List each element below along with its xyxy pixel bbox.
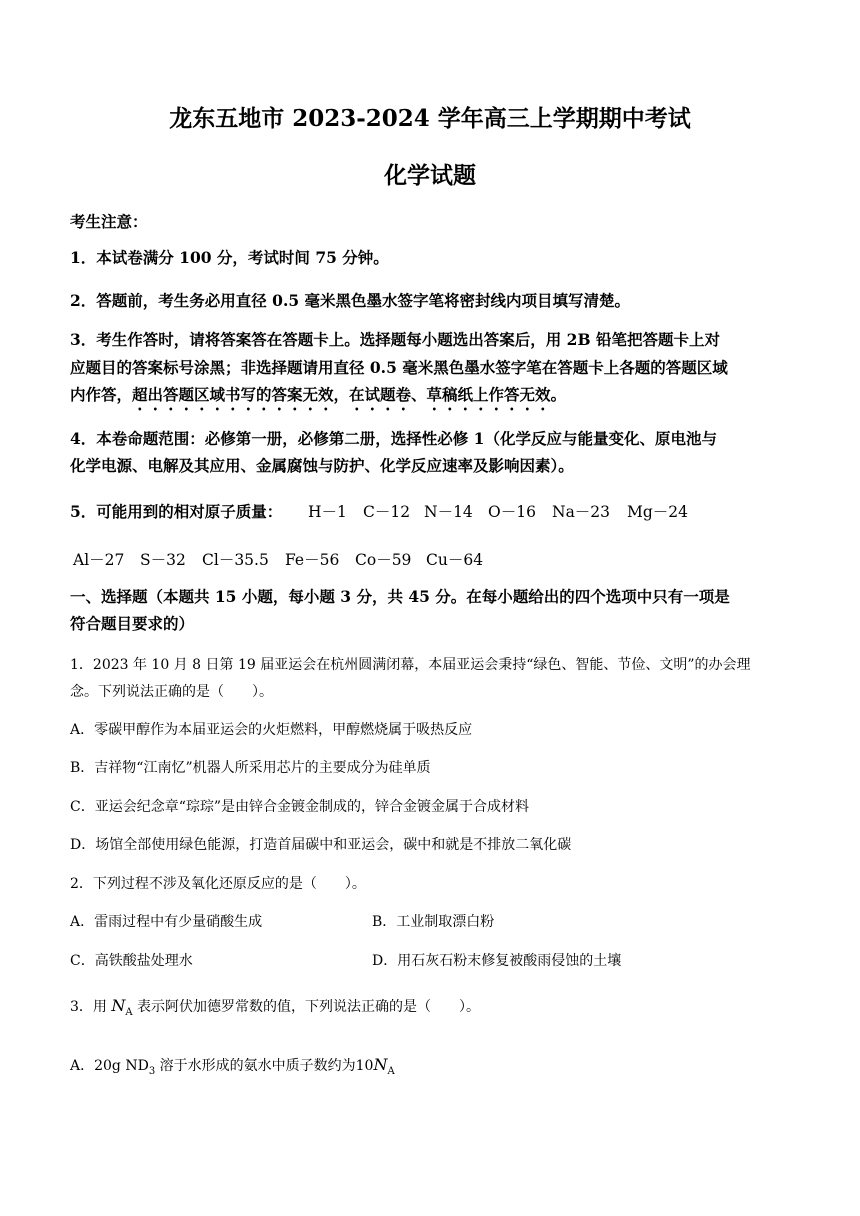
notice-item-4-line-1: 4．本卷命题范围：必修第一册，必修第二册，选择性必修 1（化学反应与能量变化、原电池与 bbox=[70, 429, 717, 448]
question-1-line-2: 念。下列说法正确的是（ ）。 bbox=[70, 684, 273, 700]
question-3-stem bbox=[70, 996, 795, 1018]
question-2-option-c: C．高铁酸盐处理水 bbox=[70, 953, 193, 969]
section-1-line-1: 一、选择题（本题共 15 小题，每小题 3 分，共 45 分。在每小题给出的四个选项中只有一项是 bbox=[70, 587, 730, 606]
question-2-option-b: B．工业制取漂白粉 bbox=[372, 914, 495, 930]
atomic-mass-h: H－1 bbox=[308, 503, 347, 521]
notice-item-3-line-3-a: 内作答， bbox=[70, 385, 133, 404]
atomic-mass-fe: Fe－56 bbox=[285, 551, 340, 569]
notice-heading: 考生注意： bbox=[70, 212, 148, 231]
emphasis-text-2: 在试题卷、草稿纸上作答无效 bbox=[349, 385, 551, 404]
avogadro-symbol-a: N bbox=[373, 1055, 388, 1074]
section-1-line-2: 符合题目要求的） bbox=[70, 614, 195, 633]
question-2-stem: 2．下列过程不涉及氧化还原反应的是（ ）。 bbox=[70, 876, 366, 892]
atomic-mass-al: Al－27 bbox=[73, 551, 125, 569]
notice-item-4-line-2: 化学电源、电解及其应用、金属腐蚀与防护、化学反应速率及影响因素）。 bbox=[70, 456, 574, 475]
question-3-option-a-text-b: 溶于水形成的氨水中质子数约为10 bbox=[155, 1058, 374, 1074]
notice-item-1: 1．本试卷满分 100 分，考试时间 75 分钟。 bbox=[70, 248, 389, 267]
atomic-mass-cl: Cl－35.5 bbox=[202, 551, 269, 569]
notice-item-3-line-1: 3．考生作答时，请将答案答在答题卡上。选择题每小题选出答案后，用 2B 铅笔把答题卡上对 bbox=[70, 330, 720, 349]
question-2-option-d: D．用石灰石粉末修复被酸雨侵蚀的土壤 bbox=[372, 953, 622, 969]
question-3-stem-b: 表示阿伏加德罗常数的值，下列说法正确的是（ ）。 bbox=[132, 999, 481, 1015]
notice-item-3-line-3-e: 。 bbox=[550, 385, 567, 404]
atomic-mass-c: C－12 bbox=[363, 503, 411, 521]
notice-item-2: 2．答题前，考生务必用直径 0.5 毫米黑色墨水签字笔将密封线内项目填写清楚。 bbox=[70, 291, 631, 310]
atomic-mass-co: Co－59 bbox=[355, 551, 412, 569]
question-3-option-a bbox=[70, 1055, 795, 1077]
atomic-mass-cu: Cu－64 bbox=[426, 551, 484, 569]
question-1-option-d: D．场馆全部使用绿色能源，打造首届碳中和亚运会，碳中和就是不排放二氧化碳 bbox=[70, 837, 572, 853]
question-1-line-1: 1．2023 年 10 月 8 日第 19 届亚运会在杭州圆满闭幕，本届亚运会秉持“绿色、智能、节俭、文明”的办会理 bbox=[70, 657, 751, 673]
notice-item-3-line-3-c: ， bbox=[333, 385, 350, 404]
nd3-subscript: 3 bbox=[148, 1065, 156, 1077]
emphasis-text-1: 超出答题区域书写的答案无效 bbox=[132, 385, 334, 404]
atomic-mass-na: Na－23 bbox=[552, 503, 611, 521]
notice-item-3-line-3 bbox=[70, 383, 795, 414]
question-1-option-c: C．亚运会纪念章“琮琮”是由锌合金镀金制成的，锌合金镀金属于合成材料 bbox=[70, 799, 530, 815]
atomic-mass-o: O－16 bbox=[488, 503, 536, 521]
question-3-option-a-text: A．20g ND bbox=[70, 1058, 149, 1074]
atomic-mass-s: S－32 bbox=[140, 551, 186, 569]
avogadro-subscript-a: A bbox=[387, 1065, 395, 1077]
question-1-option-a: A．零碳甲醇作为本届亚运会的火炬燃料，甲醇燃烧属于吸热反应 bbox=[70, 722, 473, 738]
question-3-stem-a: 3．用 bbox=[70, 999, 112, 1015]
atomic-mass-mg: Mg－24 bbox=[627, 503, 689, 521]
exam-subtitle: 化学试题 bbox=[384, 162, 476, 189]
notice-item-5-label: 5．可能用到的相对原子质量： bbox=[70, 502, 283, 521]
avogadro-symbol: N bbox=[111, 996, 126, 1015]
avogadro-subscript: A bbox=[125, 1006, 133, 1018]
notice-item-3-line-2: 应题目的答案标号涂黑；非选择题请用直径 0.5 毫米黑色墨水签字笔在答题卡上各题的答题区域 bbox=[70, 358, 728, 377]
exam-title: 龙东五地市 2023-2024 学年高三上学期期中考试 bbox=[169, 105, 691, 132]
question-1-option-b: B．吉祥物“江南忆”机器人所采用芯片的主要成分为硅单质 bbox=[70, 760, 431, 776]
question-2-option-a: A．雷雨过程中有少量硝酸生成 bbox=[70, 914, 263, 930]
atomic-mass-n: N－14 bbox=[424, 503, 473, 521]
